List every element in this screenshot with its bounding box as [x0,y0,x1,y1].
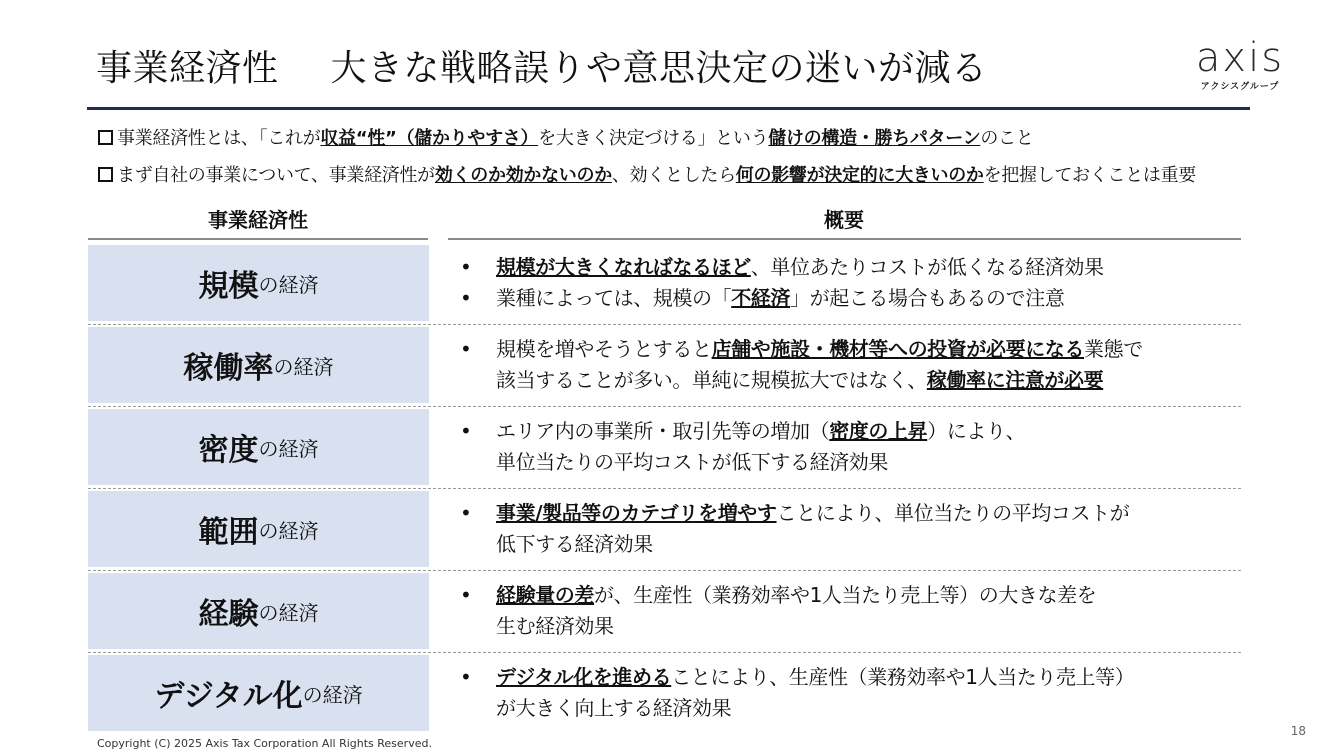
category-name: デジタル化 [154,679,303,714]
body-text: エリア内の事業所・取引先等の増加（ [496,419,830,443]
body-text: を把握しておくことは重要 [983,165,1197,186]
category-suffix: の経済 [302,682,363,707]
bullet-icon: • [460,419,472,443]
bullet-icon: • [460,286,472,310]
summary-line [460,498,1240,529]
summary-cell [460,580,1240,642]
table-header-summary: 概要 [824,208,864,232]
square-bullet-icon [98,130,113,145]
body-text: ことにより、単位当たりの平均コストが [776,501,1130,525]
summary-line [460,365,1240,396]
body-text: のこと [980,128,1034,149]
category-name: 経験 [198,597,259,632]
emphasis-text: 効くのか効かないのか [434,165,612,186]
header-underline-left [88,238,428,240]
title-rule [87,107,1250,110]
body-text: ）により、 [927,419,1026,443]
summary-line [460,580,1240,611]
category-cell [88,409,429,485]
bullet-icon: • [460,501,472,525]
category-suffix: の経済 [273,354,334,379]
title-sub: 大きな戦略誤りや意思決定の迷いが減る [330,48,988,89]
emphasis-text: 儲けの構造・勝ちパターン [768,128,981,149]
category-name: 範囲 [198,515,259,550]
row-separator [88,406,1241,407]
emphasis-text: 事業/製品等のカテゴリを増やす [496,501,777,525]
body-text: 生む経済効果 [496,614,614,638]
body-text: まず自社の事業について、事業経済性が [117,165,435,186]
header-underline-right [448,238,1241,240]
body-text: が大きく向上する経済効果 [496,696,732,720]
body-text: 」が起こる場合もあるので注意 [790,286,1065,310]
summary-cell [460,252,1240,314]
summary-line [460,252,1240,283]
table-header-category: 事業経済性 [208,208,308,232]
page-number: 18 [1290,724,1306,738]
emphasis-text: 店舗や施設・機材等への投資が必要になる [711,337,1085,361]
intro-line-2 [98,163,1196,189]
category-cell [88,655,429,731]
summary-cell [460,498,1240,560]
body-text: を大きく決定づける」という [538,128,769,149]
emphasis-text: 不経済 [731,286,791,310]
body-text: 業態で [1084,337,1143,361]
emphasis-text: 稼働率に注意が必要 [926,368,1104,392]
summary-line [460,447,1240,478]
bullet-icon: • [460,337,472,361]
category-name: 規模 [198,269,259,304]
row-separator [88,488,1241,489]
row-separator [88,652,1241,653]
body-text: 該当することが多い。単純に規模拡大ではなく、 [496,368,927,392]
emphasis-text: デジタル化を進める [496,665,672,689]
category-cell [88,573,429,649]
body-text: ことにより、生産性（業務効率や1人当たり売上等） [671,665,1135,689]
emphasis-text: 規模が大きくなればなるほど [496,255,751,279]
emphasis-text: 収益“性”（儲かりやすさ） [320,128,539,149]
summary-cell [460,662,1240,724]
category-suffix: の経済 [258,600,319,625]
bullet-icon: • [460,665,472,689]
title-main: 事業経済性 [96,48,279,89]
intro-line-1 [98,126,1033,152]
category-name: 密度 [198,433,259,468]
row-separator [88,324,1241,325]
bullet-icon: • [460,255,472,279]
body-text: 単位当たりの平均コストが低下する経済効果 [496,450,888,474]
category-cell [88,327,429,403]
emphasis-text: 経験量の差 [496,583,594,607]
category-cell [88,245,429,321]
summary-line [460,693,1240,724]
body-text: が、生産性（業務効率や1人当たり売上等）の大きな差を [594,583,1097,607]
logo-word: axis [1195,35,1285,81]
body-text: 業種によっては、規模の「 [496,286,732,310]
square-bullet-icon [98,167,113,182]
summary-line [460,529,1240,560]
category-name: 稼働率 [183,351,274,386]
summary-cell [460,334,1240,396]
summary-line [460,662,1240,693]
category-suffix: の経済 [258,518,319,543]
summary-line [460,283,1240,314]
row-separator [88,570,1241,571]
logo-subtitle: アクシスグループ [1200,82,1280,92]
emphasis-text: 密度の上昇 [829,419,928,443]
body-text: 、効くとしたら [611,165,736,186]
body-text: 事業経済性とは、「これが [117,128,321,149]
page-title [96,46,988,92]
copyright-footer: Copyright (C) 2025 Axis Tax Corporation All Rights Reserved. [97,737,432,750]
body-text: 低下する経済効果 [496,532,653,556]
category-cell [88,491,429,567]
summary-line [460,416,1240,447]
body-text: 規模を増やそうとすると [496,337,712,361]
emphasis-text: 何の影響が決定的に大きいのか [735,165,984,186]
category-suffix: の経済 [258,436,319,461]
bullet-icon: • [460,583,472,607]
summary-line [460,334,1240,365]
summary-line [460,611,1240,642]
summary-cell [460,416,1240,478]
body-text: 、単位あたりコストが低くなる経済効果 [750,255,1104,279]
category-suffix: の経済 [258,272,319,297]
